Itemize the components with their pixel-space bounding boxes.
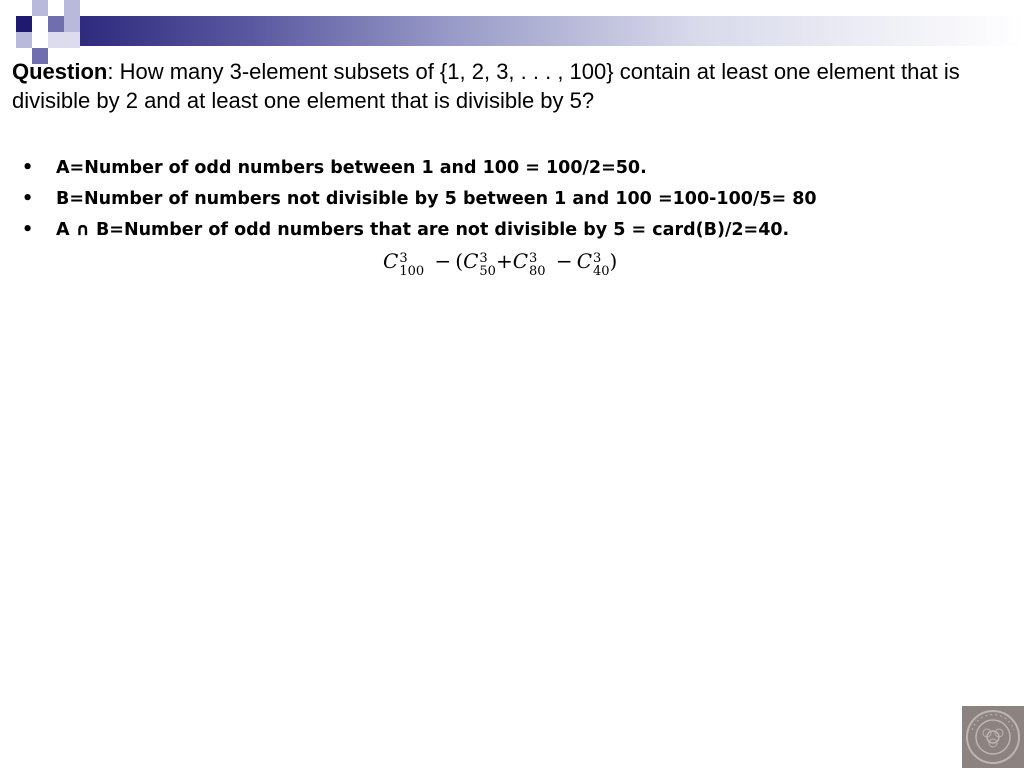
formula-base: C bbox=[463, 249, 479, 273]
header-square bbox=[64, 32, 80, 48]
formula-indices bbox=[399, 252, 424, 278]
formula-sub: 100 bbox=[399, 263, 425, 279]
formula-open-paren: ( bbox=[455, 249, 464, 273]
formula-sup: 3 bbox=[399, 250, 408, 266]
math-circle-seal-icon bbox=[962, 706, 1024, 768]
seal-graphic bbox=[962, 706, 1024, 768]
bullet-icon: • bbox=[22, 158, 34, 178]
formula-base: C bbox=[512, 249, 529, 273]
question-text bbox=[12, 57, 1012, 115]
formula-minus: − bbox=[434, 249, 452, 273]
bullet-icon: • bbox=[22, 220, 34, 240]
formula-sup: 3 bbox=[593, 250, 602, 266]
formula-sub: 80 bbox=[529, 263, 546, 279]
header-square bbox=[48, 16, 64, 32]
header-square bbox=[48, 32, 64, 48]
answer-formula bbox=[383, 246, 618, 279]
question-body: : How many 3-element subsets of {1, 2, 3, . . . , 100} contain at least one element that is divisible by 2 and at least one element that is divisible by 5? bbox=[12, 59, 960, 113]
formula-sup: 3 bbox=[479, 250, 488, 266]
formula-base: C bbox=[576, 249, 592, 273]
header-gradient-bar bbox=[80, 16, 1024, 46]
formula-sup: 3 bbox=[529, 250, 538, 266]
formula-indices bbox=[479, 252, 496, 278]
bullet-text: A ∩ B=Number of odd numbers that are not divisible by 5 = card(B)/2=40. bbox=[56, 220, 790, 240]
header-square bbox=[64, 0, 80, 16]
header-square bbox=[16, 16, 32, 32]
bullet-icon: • bbox=[22, 189, 34, 209]
solution-bullet-list bbox=[22, 153, 817, 246]
formula-sub: 50 bbox=[479, 263, 496, 279]
header-square bbox=[64, 16, 80, 32]
list-item bbox=[22, 215, 817, 246]
header-square bbox=[32, 0, 48, 16]
question-label: Question bbox=[12, 59, 108, 84]
formula-indices bbox=[529, 252, 546, 278]
formula-indices bbox=[593, 252, 610, 278]
formula-minus: − bbox=[555, 249, 573, 273]
list-item bbox=[22, 153, 817, 184]
formula-base: C bbox=[383, 249, 399, 273]
formula-plus: + bbox=[495, 249, 513, 273]
list-item bbox=[22, 184, 817, 215]
bullet-text: B=Number of numbers not divisible by 5 between 1 and 100 =100-100/5= 80 bbox=[56, 189, 817, 209]
header-square bbox=[16, 32, 32, 48]
bullet-text: A=Number of odd numbers between 1 and 100 = 100/2=50. bbox=[56, 158, 647, 178]
formula-close-paren: ) bbox=[609, 249, 618, 273]
formula-sub: 40 bbox=[593, 263, 610, 279]
